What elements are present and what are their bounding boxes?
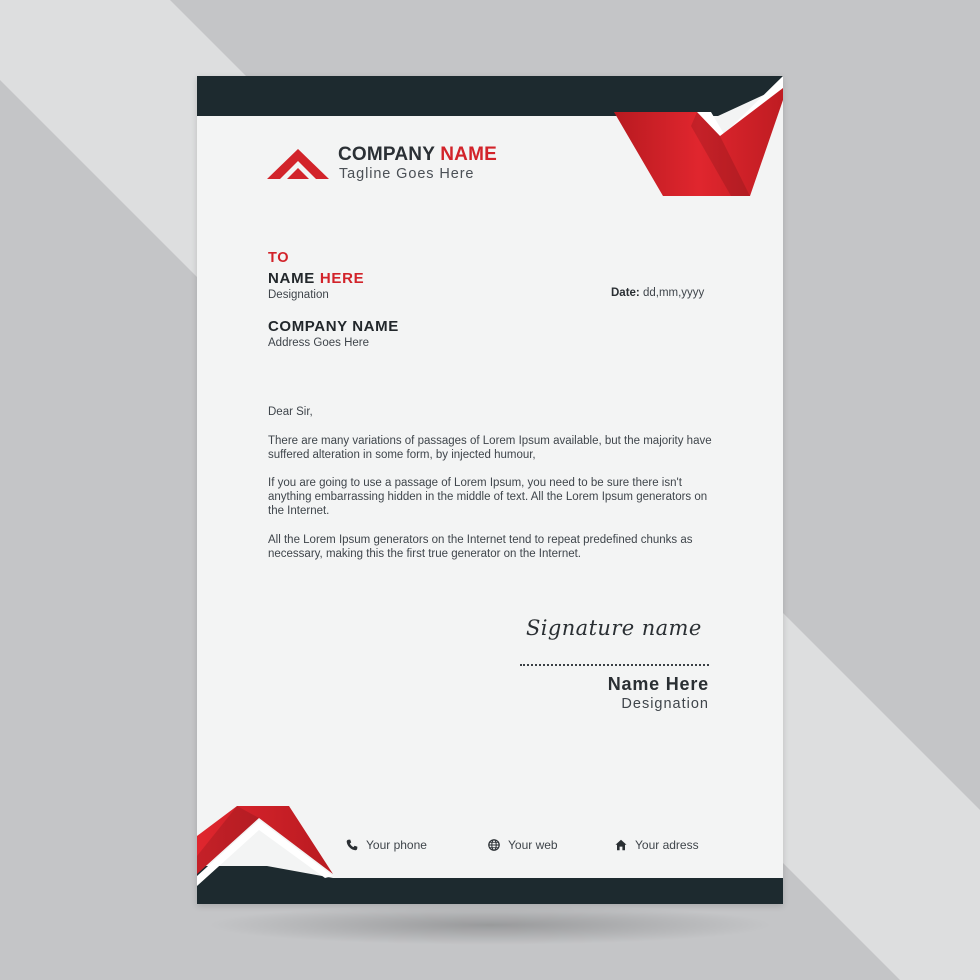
letterhead-page (197, 76, 783, 904)
body-paragraph: There are many variations of passages of Lorem Ipsum available, but the majority have suffered alteration in some form, by injected humour, (268, 435, 712, 461)
signature-script: Signature name (526, 616, 702, 640)
company-logo-icon (267, 146, 329, 180)
letter-date: Date: dd,mm,yyyy (611, 287, 705, 299)
recipient-company: COMPANY NAME (268, 318, 399, 335)
company-name: COMPANY NAME (338, 144, 497, 165)
bottom-dark-band (197, 866, 783, 904)
paper-shadow (205, 905, 775, 945)
footer-phone: Your phone (346, 838, 427, 852)
globe-icon (488, 839, 500, 851)
salutation: Dear Sir, (268, 406, 313, 418)
phone-icon (346, 839, 358, 851)
footer-web: Your web (488, 838, 558, 852)
signatory-name: Name Here (607, 674, 709, 694)
body-paragraph: If you are going to use a passage of Lorem Ipsum, you need to be sure there isn't anything embarrassing hidden in the middle of text. All the Lorem Ipsum generators on the Internet. (268, 477, 708, 517)
to-label: TO (268, 250, 290, 266)
footer-address: Your adress (615, 838, 699, 852)
recipient-address: Address Goes Here (268, 337, 369, 349)
body-paragraph: All the Lorem Ipsum generators on the Internet tend to repeat predefined chunks as necessary, making this the first true generator on the Internet. (268, 534, 693, 560)
top-dark-band (197, 76, 783, 116)
home-icon (615, 839, 627, 851)
recipient-designation: Designation (268, 289, 329, 301)
recipient-name: NAME HERE (268, 270, 365, 287)
signatory-designation: Designation (621, 696, 709, 712)
company-tagline: Tagline Goes Here (339, 166, 475, 182)
signature-line (520, 664, 709, 666)
